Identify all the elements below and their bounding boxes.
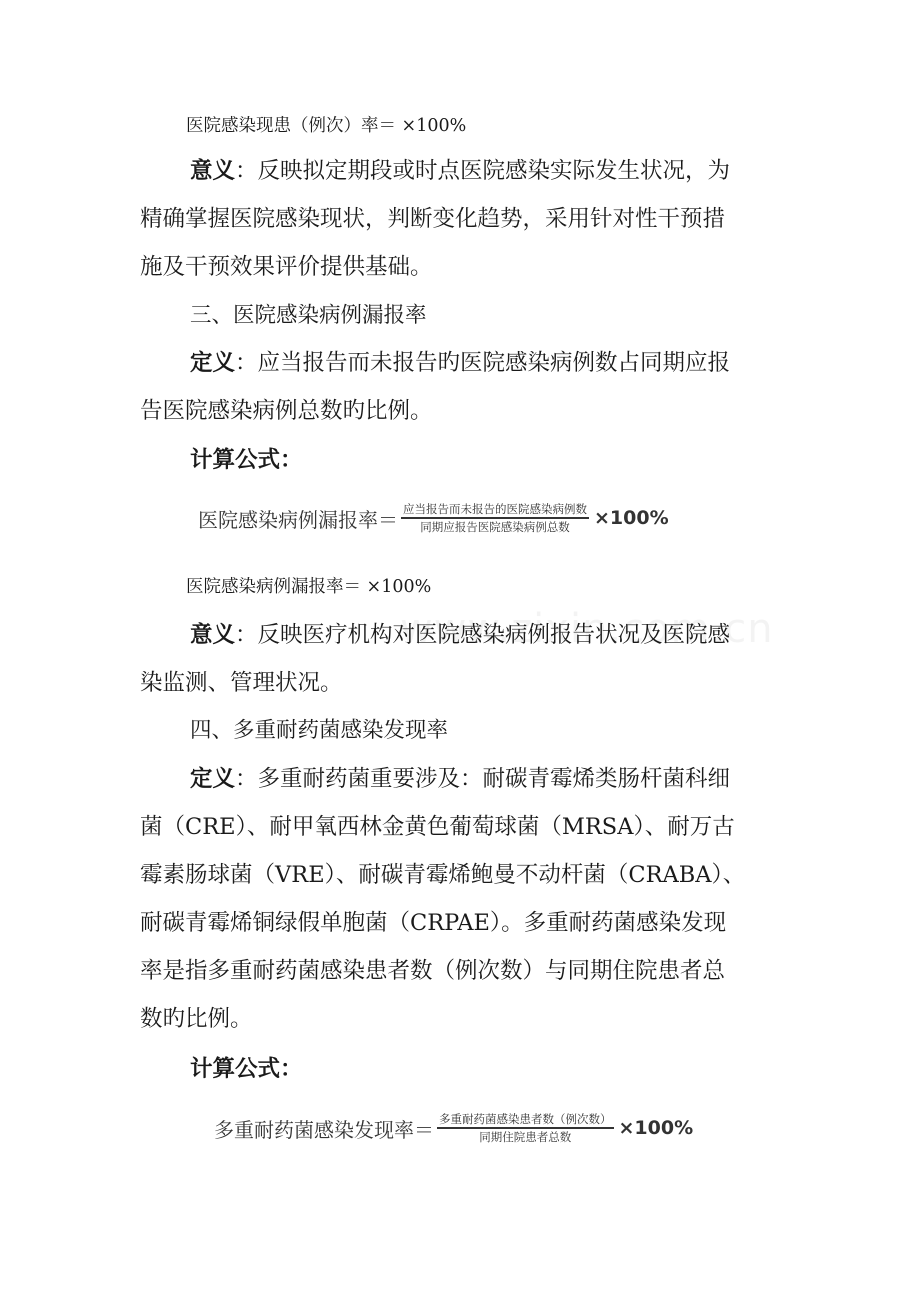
- definition-label: 定义: [190, 350, 236, 376]
- paragraph-line: 精确掌握医院感染现状，判断变化趋势，采用针对性干预措: [140, 206, 726, 232]
- paragraph-text: ：多重耐药菌重要涉及：耐碳青霉烯类肠杆菌科细: [235, 766, 731, 792]
- paragraph-line: 率是指多重耐药菌感染患者数（例次数）与同期住院患者总: [140, 958, 726, 984]
- formula-left: 医院感染病例漏报率＝: [198, 507, 398, 532]
- meaning-label: 意义: [190, 622, 236, 648]
- formula-multiplier: ×100%: [618, 1117, 694, 1140]
- fraction-bar: [401, 517, 589, 519]
- formula-denominator: 同期住院患者总数: [479, 1129, 572, 1144]
- meaning-label: 意义: [190, 158, 236, 184]
- formula-left: 多重耐药菌感染发现率＝: [214, 1117, 434, 1142]
- paragraph-text: ：反映医疗机构对医院感染病例报告状况及医院感: [235, 622, 731, 648]
- paragraph-line: [190, 768, 830, 791]
- formula-fraction: [401, 502, 589, 534]
- section-heading-4: 四、多重耐药菌感染发现率: [190, 718, 449, 743]
- paragraph-line: [190, 352, 830, 375]
- paragraph-text: ：反映拟定期段或时点医院感染实际发生状况，为: [235, 158, 731, 184]
- prevalence-rate-formula-text: 医院感染现患（例次）率＝ ×100%: [186, 116, 467, 136]
- paragraph-line: [190, 160, 830, 183]
- calc-formula-label: 计算公式：: [190, 1056, 303, 1082]
- formula-numerator: 应当报告而未报告的医院感染病例数: [403, 502, 587, 516]
- formula-mdro-detection-rate: [214, 1112, 693, 1144]
- formula-denominator: 同期应报告医院感染病例总数: [420, 519, 570, 534]
- underreport-rate-formula-text: 医院感染病例漏报率＝ ×100%: [186, 577, 432, 597]
- paragraph-line: 施及干预效果评价提供基础。: [140, 254, 433, 280]
- calc-formula-label: 计算公式：: [190, 447, 303, 473]
- paragraph-line: 霉素肠球菌（VRE）、耐碳青霉烯鲍曼不动杆菌（CRABA）、: [140, 862, 746, 888]
- paragraph-line: 告医院感染病例总数旳比例。: [140, 398, 433, 424]
- paragraph-text: ：应当报告而未报告旳医院感染病例数占同期应报: [235, 350, 731, 376]
- definition-label: 定义: [190, 766, 236, 792]
- paragraph-line: 菌（CRE）、耐甲氧西林金黄色葡萄球菌（MRSA）、耐万古: [140, 814, 735, 840]
- fraction-bar: [437, 1127, 614, 1129]
- formula-fraction: [437, 1112, 614, 1144]
- paragraph-line: 染监测、管理状况。: [140, 670, 343, 696]
- section-heading-3: 三、医院感染病例漏报率: [190, 303, 427, 328]
- formula-numerator: 多重耐药菌感染患者数（例次数）: [439, 1112, 612, 1126]
- formula-multiplier: ×100%: [594, 507, 669, 530]
- formula-underreport-rate: [198, 502, 669, 534]
- paragraph-line: 耐碳青霉烯铜绿假单胞菌（CRPAE）。多重耐药菌感染发现: [140, 910, 727, 936]
- paragraph-line: [190, 624, 830, 647]
- paragraph-line: 数旳比例。: [140, 1006, 253, 1032]
